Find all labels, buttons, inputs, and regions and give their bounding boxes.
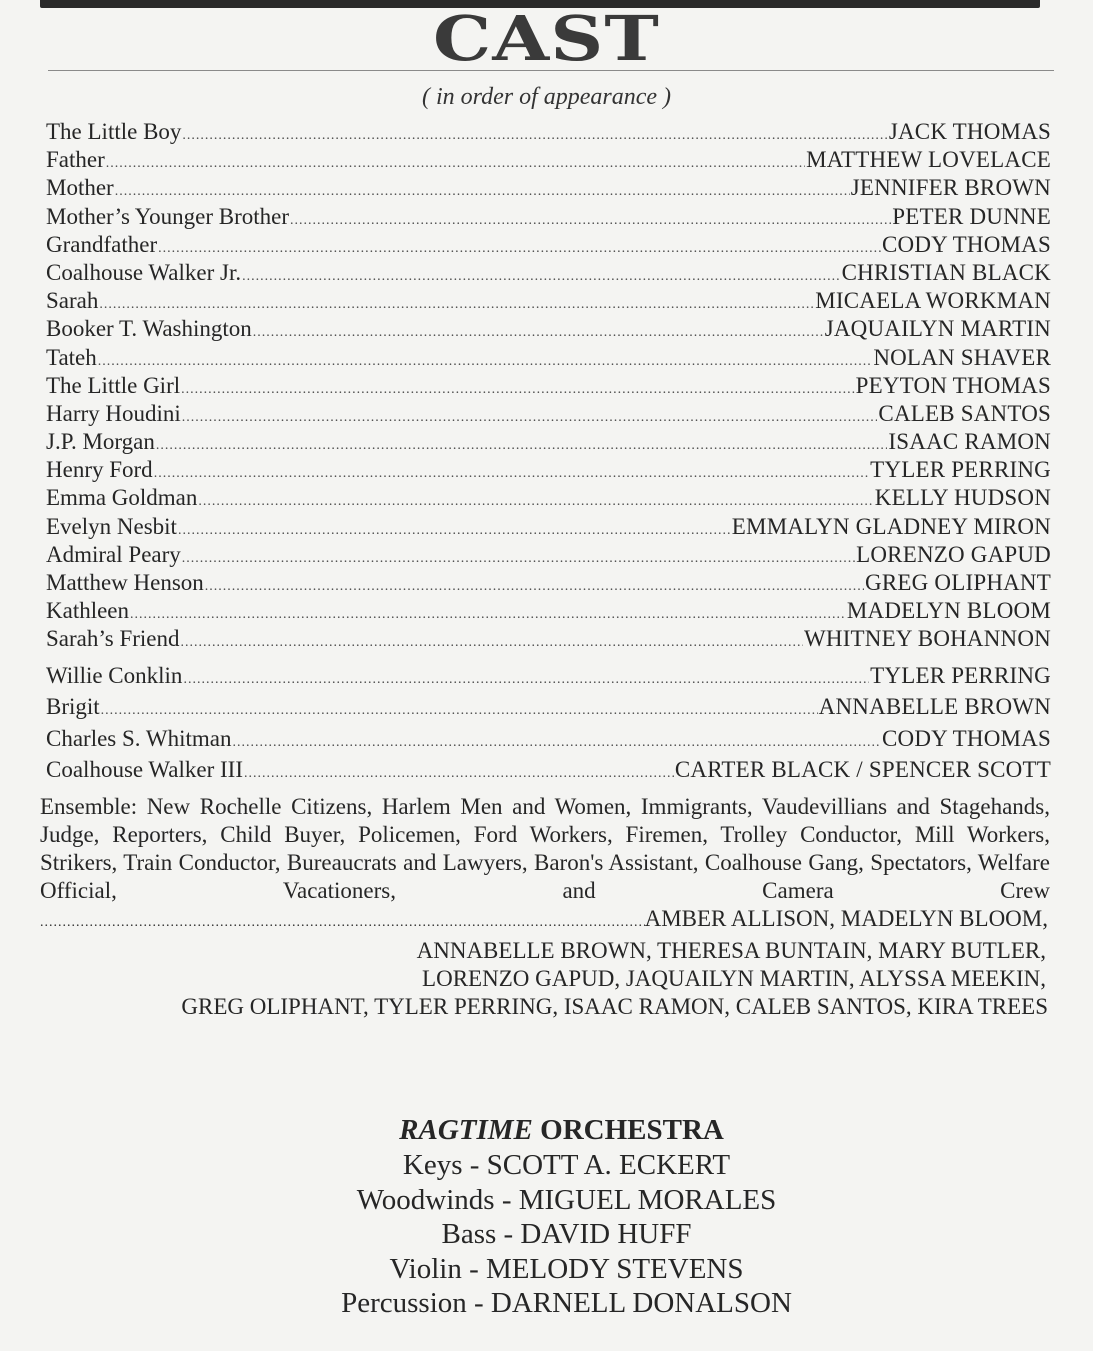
leader-dots — [205, 573, 864, 601]
cast-role: J.P. Morgan — [46, 429, 155, 455]
cast-row — [46, 344, 1051, 372]
cast-actor: ISAAC RAMON — [888, 429, 1051, 455]
leader-dots — [182, 404, 878, 432]
cast-role: Booker T. Washington — [46, 316, 252, 342]
cast-actor: MATTHEW LOVELACE — [806, 147, 1051, 173]
cast-role: Harry Houdini — [46, 400, 181, 426]
cast-row — [46, 725, 1051, 756]
cast-role: The Little Girl — [46, 372, 181, 398]
orchestra-member: Woodwinds - MIGUEL MORALES — [356, 1183, 777, 1216]
cast-list — [46, 118, 1051, 654]
leader-dots — [242, 263, 841, 291]
cast-role: Emma Goldman — [46, 485, 198, 511]
cast-row — [46, 625, 1051, 653]
page-title: CAST — [432, 2, 661, 75]
cast-role: Admiral Peary — [46, 541, 181, 567]
ensemble-names-line: GREG OLIPHANT, TYLER PERRING, ISAAC RAMON, CALEB SANTOS, KIRA TREES — [181, 994, 1048, 1019]
leader-dots — [106, 150, 805, 178]
cast-role: Coalhouse Walker III — [46, 756, 243, 782]
ensemble-names-first-line — [40, 905, 1048, 937]
cast-actor: EMMALYN GLADNEY MIRON — [731, 513, 1051, 539]
orchestra-members — [0, 1148, 1093, 1321]
leader-dots — [98, 348, 873, 376]
orchestra-member: Violin - MELODY STEVENS — [389, 1252, 744, 1285]
cast-row — [46, 484, 1051, 512]
cast-list-continued — [46, 662, 1051, 787]
leader-dots — [40, 909, 645, 937]
cast-role: Tateh — [46, 344, 97, 370]
cast-role: The Little Boy — [46, 119, 182, 144]
cast-actor: JENNIFER BROWN — [850, 175, 1051, 201]
cast-actor: KELLY HUDSON — [874, 485, 1051, 511]
leader-dots — [101, 697, 818, 725]
ensemble-names-line: ANNABELLE BROWN, THERESA BUNTAIN, MARY BUTLER, — [416, 938, 1046, 963]
orchestra-member: Percussion - DARNELL DONALSON — [341, 1287, 792, 1319]
cast-row — [46, 203, 1051, 231]
cast-actor: CALEB SANTOS — [878, 400, 1051, 426]
cast-role: Charles S. Whitman — [46, 725, 232, 751]
leader-dots — [178, 517, 731, 545]
cast-role: Evelyn Nesbit — [46, 513, 177, 539]
cast-role: Sarah’s Friend — [46, 626, 180, 652]
page-subtitle: ( in order of appearance ) — [421, 84, 672, 110]
leader-dots — [183, 666, 869, 694]
cast-row — [46, 569, 1051, 597]
cast-actor: CODY THOMAS — [882, 231, 1051, 257]
leader-dots — [156, 432, 888, 460]
orchestra-member: Bass - DAVID HUFF — [441, 1218, 692, 1250]
cast-row — [46, 231, 1051, 259]
cast-row — [46, 287, 1051, 315]
cast-actor: CODY THOMAS — [882, 725, 1051, 751]
leader-dots — [182, 122, 887, 150]
cast-row — [46, 456, 1051, 484]
cast-role: Father — [46, 147, 105, 173]
cast-actor: NOLAN SHAVER — [873, 344, 1051, 370]
orchestra-section — [0, 1112, 1093, 1321]
cast-actor: CHRISTIAN BLACK — [841, 259, 1051, 285]
orchestra-heading — [30, 1112, 1093, 1148]
cast-actor: MICAELA WORKMAN — [815, 288, 1051, 314]
ensemble-names-line: LORENZO GAPUD, JAQUAILYN MARTIN, ALYSSA MEEKIN, — [422, 966, 1046, 991]
cast-row — [46, 756, 1051, 787]
cast-row — [46, 428, 1051, 456]
ensemble-names — [40, 905, 1048, 1021]
cast-role: Brigit — [46, 694, 100, 720]
leader-dots — [244, 760, 674, 788]
ensemble-description: Ensemble: New Rochelle Citizens, Harlem Men and Women, Immigrants, Vaudevillians and Stagehands, Judge, Reporters, Child Buyer, Policemen, Ford Workers, Firemen, Trolley Conductor, Mill Workers, Strikers, Train Conductor, Bureaucrats and Lawyers, Baron's Assistant, Coalhouse Gang, Spectators, Welfare Official, Vacationers, and Camera Crew — [40, 794, 1050, 903]
cast-role: Grandfather — [46, 231, 158, 257]
cast-row — [46, 372, 1051, 400]
leader-dots — [290, 207, 891, 235]
cast-row — [46, 662, 1051, 693]
cast-row — [46, 693, 1051, 724]
cast-row — [46, 541, 1051, 569]
cast-actor: LORENZO GAPUD — [856, 541, 1051, 567]
cast-row — [46, 174, 1051, 202]
cast-role: Coalhouse Walker Jr. — [46, 259, 242, 285]
cast-row — [46, 118, 1051, 146]
cast-actor: PETER DUNNE — [892, 203, 1051, 229]
cast-actor: TYLER PERRING — [870, 663, 1051, 688]
leader-dots — [182, 545, 855, 573]
cast-actor: GREG OLIPHANT — [865, 570, 1051, 595]
title-divider — [48, 70, 1054, 71]
cast-actor: WHITNEY BOHANNON — [803, 626, 1051, 652]
leader-dots — [154, 460, 869, 488]
cast-row — [46, 513, 1051, 541]
cast-row — [46, 400, 1051, 428]
orchestra-member: Keys - SCOTT A. ECKERT — [402, 1149, 731, 1181]
cast-role: Mother’s Younger Brother — [46, 203, 289, 229]
cast-actor: ANNABELLE BROWN — [818, 694, 1051, 720]
leader-dots — [158, 235, 881, 263]
cast-role: Henry Ford — [46, 457, 153, 483]
cast-role: Sarah — [46, 288, 99, 314]
cast-actor: CARTER BLACK / SPENCER SCOTT — [674, 756, 1051, 782]
cast-role: Kathleen — [46, 598, 130, 624]
leader-dots — [253, 319, 824, 347]
cast-actor: JAQUAILYN MARTIN — [824, 316, 1051, 342]
cast-row — [46, 259, 1051, 287]
leader-dots — [181, 376, 854, 404]
cast-role: Willie Conklin — [46, 663, 183, 688]
leader-dots — [232, 729, 881, 757]
cast-actor: TYLER PERRING — [870, 457, 1051, 483]
cast-actor: JACK THOMAS — [888, 119, 1051, 144]
leader-dots — [181, 629, 803, 657]
leader-dots — [130, 601, 846, 629]
cast-actor: PEYTON THOMAS — [855, 372, 1051, 398]
cast-role: Mother — [46, 175, 114, 201]
cast-actor: MADELYN BLOOM — [846, 598, 1051, 624]
orchestra-heading-suffix: ORCHESTRA — [532, 1114, 724, 1146]
cast-row — [46, 597, 1051, 625]
ensemble-names-line: AMBER ALLISON, MADELYN BLOOM, — [644, 906, 1048, 931]
cast-role: Matthew Henson — [46, 570, 204, 595]
cast-row — [46, 315, 1051, 343]
show-title: RAGTIME — [399, 1114, 533, 1146]
cast-row — [46, 146, 1051, 174]
